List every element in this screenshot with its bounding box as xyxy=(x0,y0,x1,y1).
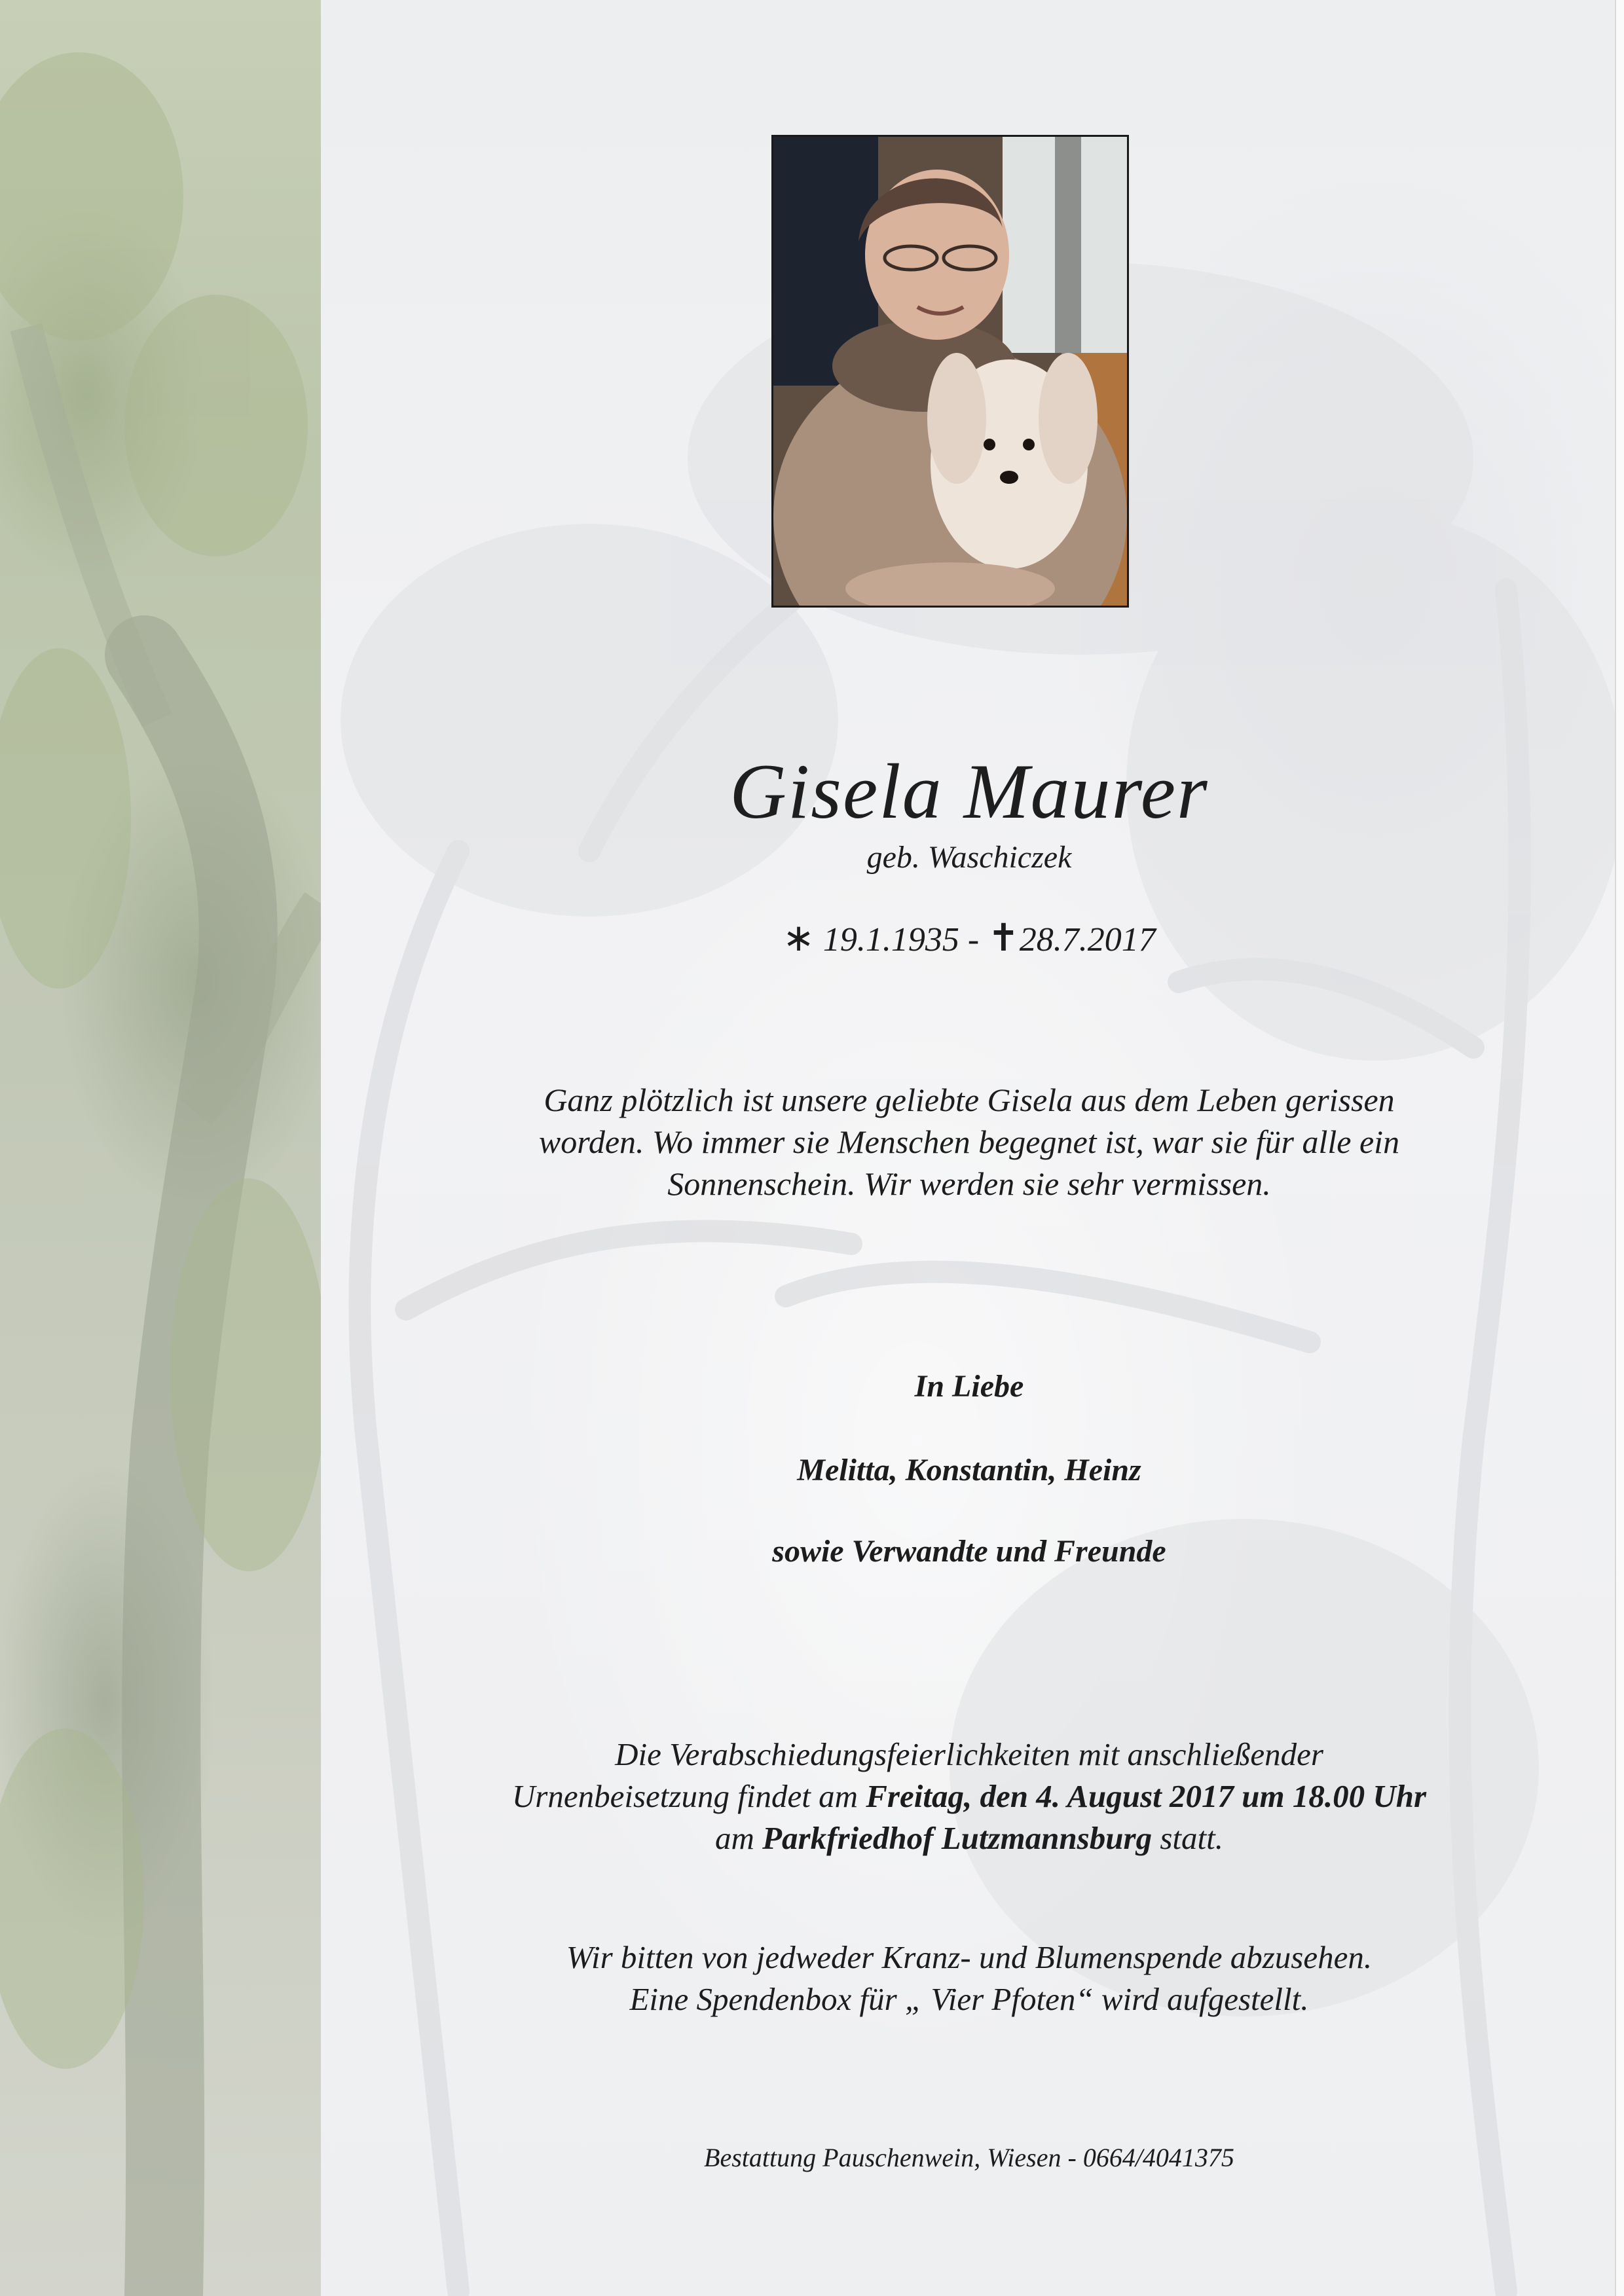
memorial-message xyxy=(367,1079,1572,1205)
message-line: Ganz plötzlich ist unsere geliebte Gisela aus dem Leben gerissen xyxy=(544,1082,1395,1118)
woman-with-dog-image xyxy=(773,137,1127,606)
life-dates xyxy=(367,915,1572,960)
message-line: worden. Wo immer sie Menschen begegnet ist, war sie für alle ein xyxy=(538,1123,1400,1160)
death-cross-icon: ✝ xyxy=(987,917,1020,959)
ceremony-line-1: Die Verabschiedungsfeierlichkeiten mit anschließender xyxy=(615,1736,1323,1772)
ceremony-line-3 xyxy=(367,1817,1572,1859)
family-names: Melitta, Konstantin, Heinz xyxy=(797,1453,1141,1487)
death-date: 28.7.2017 xyxy=(1019,921,1156,958)
in-love-heading: In Liebe xyxy=(914,1369,1024,1404)
ceremony-line-3-prefix: am xyxy=(714,1820,763,1856)
date-separator: - xyxy=(967,921,980,958)
portrait-photo xyxy=(771,135,1129,608)
relatives-line: sowie Verwandte und Freunde xyxy=(772,1534,1166,1569)
birth-star-icon: ∗ xyxy=(783,917,815,959)
birth-date: 19.1.1935 xyxy=(822,921,959,958)
donation-line-1: Wir bitten von jedweder Kranz- und Blumenspende abzusehen. xyxy=(566,1939,1373,1975)
donation-note xyxy=(367,1937,1572,2020)
ceremony-info xyxy=(367,1734,1572,1859)
ceremony-line-3-suffix: statt. xyxy=(1152,1820,1223,1856)
donation-line-2: Eine Spendenbox für „ Vier Pfoten“ wird aufgestellt. xyxy=(629,1981,1309,2017)
birth-name: geb. Waschiczek xyxy=(866,840,1072,875)
funeral-home-footer: Bestattung Pauschenwein, Wiesen - 0664/4041375 xyxy=(704,2143,1234,2172)
ceremony-date-time: Freitag, den 4. August 2017 um 18.00 Uhr xyxy=(866,1778,1427,1814)
page-right-edge xyxy=(1615,0,1624,2296)
ceremony-line-2-text: Urnenbeisetzung findet am xyxy=(511,1778,866,1814)
left-decorative-panel xyxy=(0,0,321,2296)
ceremony-line-2 xyxy=(367,1776,1572,1817)
tree-trunk-image xyxy=(0,0,321,2296)
ceremony-location: Parkfriedhof Lutzmannsburg xyxy=(762,1820,1153,1856)
message-line: Sonnenschein. Wir werden sie sehr vermissen. xyxy=(667,1165,1271,1202)
deceased-name: Gisela Maurer xyxy=(729,748,1209,835)
